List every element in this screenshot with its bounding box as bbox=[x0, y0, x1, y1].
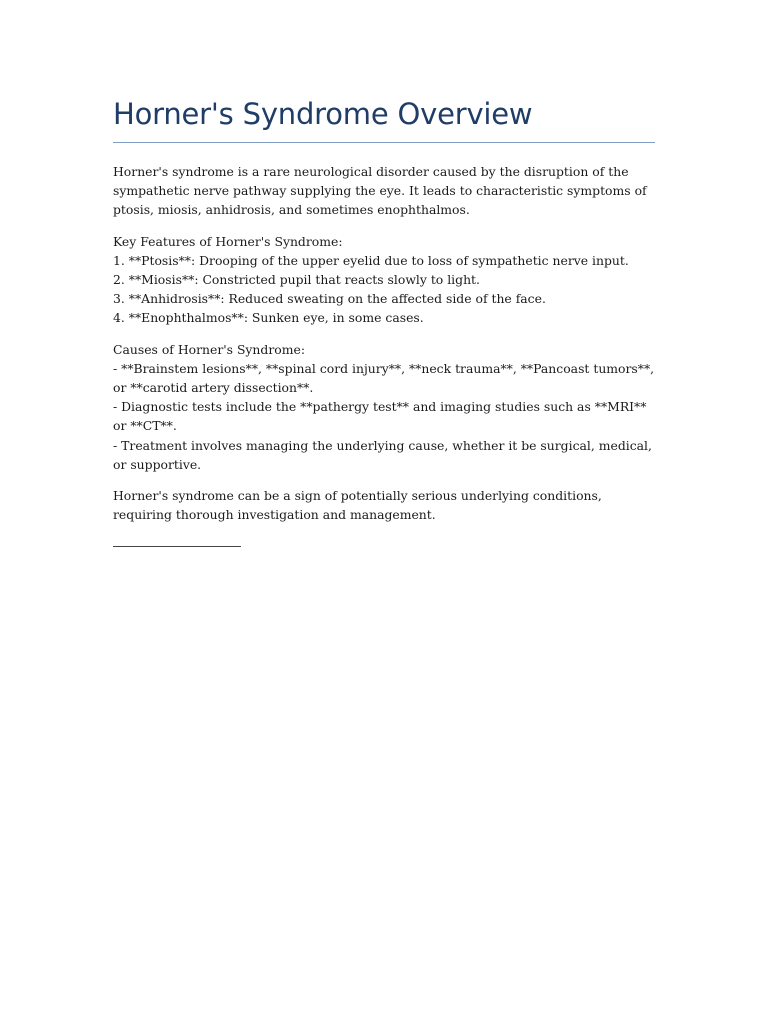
causes-section bbox=[113, 340, 655, 474]
signature-line bbox=[113, 546, 241, 547]
title-underline bbox=[113, 142, 655, 143]
intro-paragraph: Horner's syndrome is a rare neurological disorder caused by the disruption of the sympathetic nerve pathway supplying the eye. It leads to characteristic symptoms of ptosis, miosis, anhidrosis, and sometimes enophthalmos. bbox=[113, 164, 647, 218]
feature-item: 1. **Ptosis**: Drooping of the upper eyelid due to loss of sympathetic nerve input. bbox=[113, 252, 629, 268]
document-page bbox=[113, 94, 655, 547]
feature-item: 3. **Anhidrosis**: Reduced sweating on the affected side of the face. bbox=[113, 291, 546, 307]
conclusion-paragraph: Horner's syndrome can be a sign of potentially serious underlying conditions, requiring thorough investigation and management. bbox=[113, 488, 602, 523]
cause-item: - Treatment involves managing the underlying cause, whether it be surgical, medical, or supportive. bbox=[113, 437, 652, 472]
features-section bbox=[113, 232, 655, 328]
cause-item: - **Brainstem lesions**, **spinal cord injury**, **neck trauma**, **Pancoast tumors**, or **carotid artery dissection**. bbox=[113, 360, 655, 396]
causes-heading: Causes of Horner's Syndrome: bbox=[113, 341, 305, 357]
features-heading: Key Features of Horner's Syndrome: bbox=[113, 233, 343, 249]
feature-item: 2. **Miosis**: Constricted pupil that reacts slowly to light. bbox=[113, 272, 480, 288]
document-title: Horner's Syndrome Overview bbox=[113, 97, 533, 131]
cause-item: - Diagnostic tests include the **pathergy test** and imaging studies such as **MRI** or **CT**. bbox=[113, 399, 647, 434]
feature-item: 4. **Enophthalmos**: Sunken eye, in some cases. bbox=[113, 310, 424, 326]
